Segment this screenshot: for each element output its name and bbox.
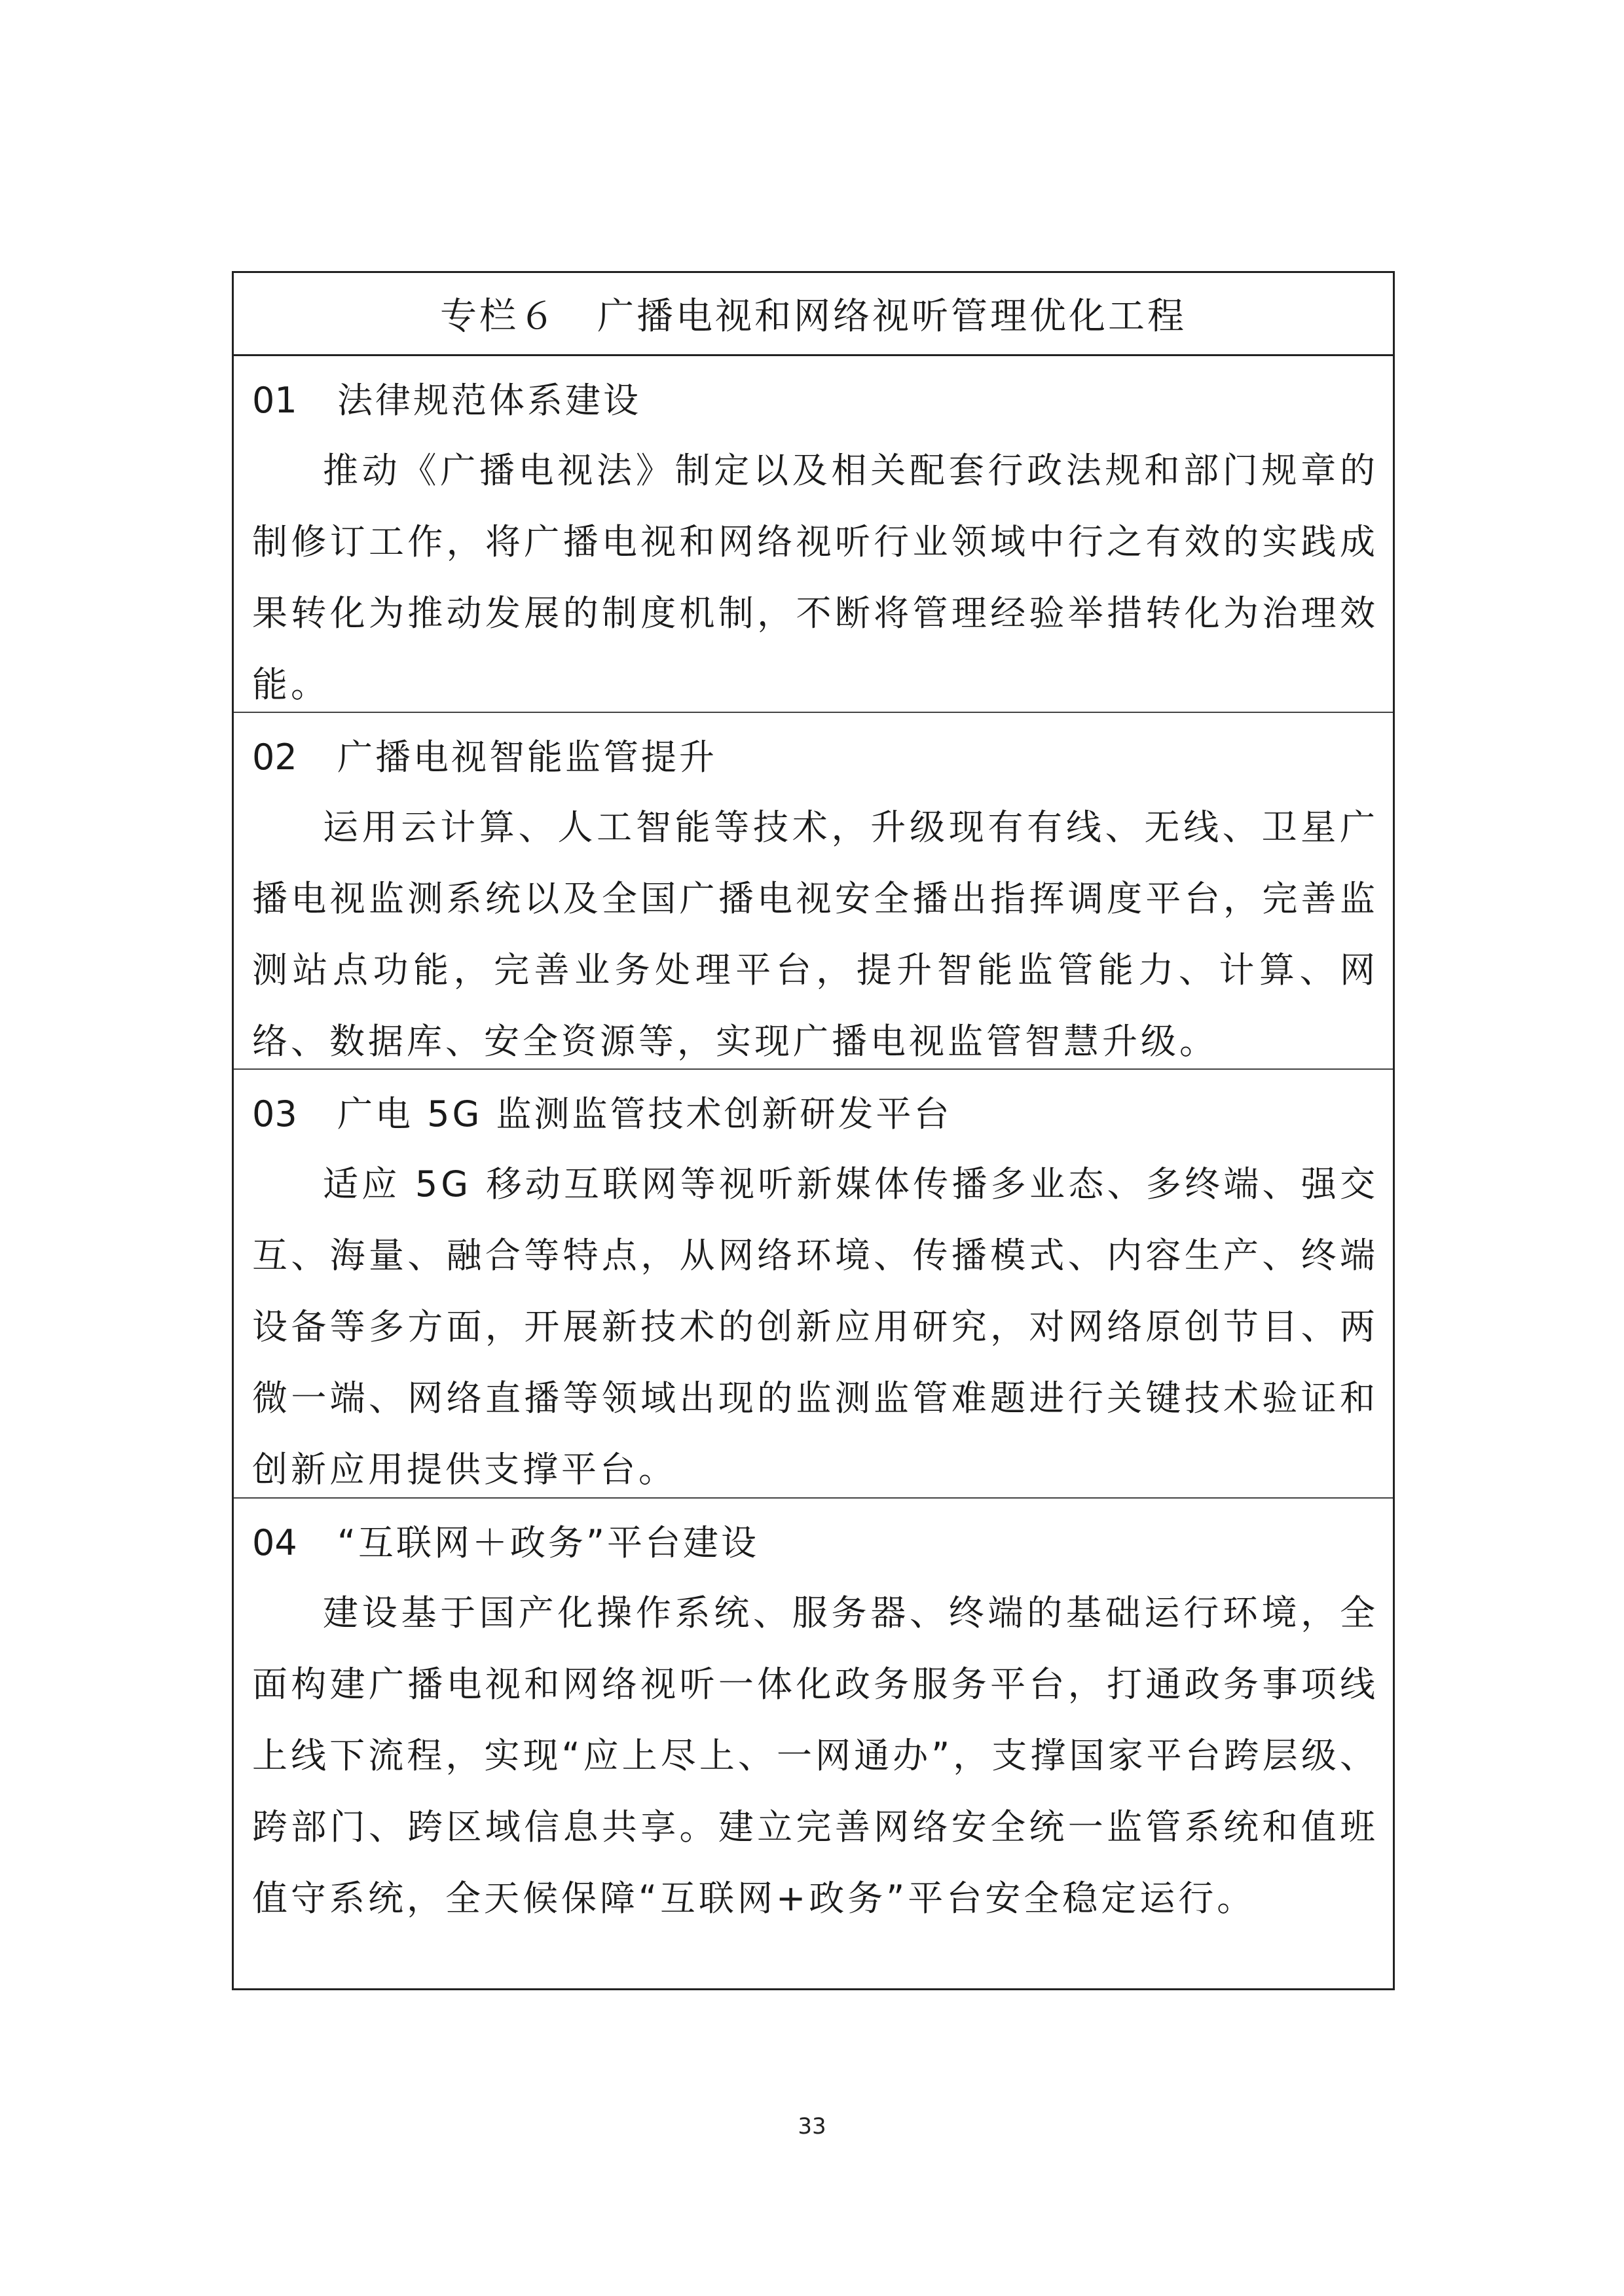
section-heading (252, 367, 1378, 435)
section-number: 01 (252, 380, 297, 421)
section-01 (234, 356, 1393, 713)
section-heading (252, 1080, 1378, 1148)
section-heading (252, 1509, 1378, 1577)
section-title: 广播电视智能监管提升 (337, 737, 717, 778)
page-number: 33 (798, 2113, 826, 2140)
section-number: 02 (252, 737, 297, 778)
section-number: 03 (252, 1093, 297, 1135)
section-title: 广电 5G 监测监管技术创新研发平台 (337, 1093, 952, 1135)
section-02 (234, 713, 1393, 1070)
section-04 (234, 1499, 1393, 1988)
section-number: 04 (252, 1522, 297, 1563)
section-body: 运用云计算、人工智能等技术，升级现有有线、无线、卫星广播电视监测系统以及全国广播电视安全播出指挥调度平台，完善监测站点功能，完善业务处理平台，提升智能监管能力、计算、网络、数据库、安全资源等，实现广播电视监管智慧升级。 (252, 807, 1378, 1062)
section-body: 推动《广播电视法》制定以及相关配套行政法规和部门规章的制修订工作，将广播电视和网络视听行业领域中行之有效的实践成果转化为推动发展的制度机制，不断将管理经验举措转化为治理效能。 (252, 450, 1378, 705)
column-box (232, 271, 1395, 1990)
section-title: 法律规范体系建设 (337, 380, 641, 421)
column-title: 专栏６ 广播电视和网络视听管理优化工程 (234, 273, 1393, 356)
section-title: “互联网＋政务”平台建设 (337, 1522, 759, 1563)
section-body: 建设基于国产化操作系统、服务器、终端的基础运行环境，全面构建广播电视和网络视听一体化政务服务平台，打通政务事项线上线下流程，实现“应上尽上、一网通办”，支撑国家平台跨层级、跨部门、跨区域信息共享。建立完善网络安全统一监管系统和值班值守系统，全天候保障“互联网+政务”平台安全稳定运行。 (252, 1592, 1378, 1919)
section-heading (252, 723, 1378, 792)
section-body: 适应 5G 移动互联网等视听新媒体传播多业态、多终端、强交互、海量、融合等特点，从网络环境、传播模式、内容生产、终端设备等多方面，开展新技术的创新应用研究，对网络原创节目、两微一端、网络直播等领域出现的监测监管难题进行关键技术验证和创新应用提供支撑平台。 (252, 1163, 1378, 1490)
section-03 (234, 1070, 1393, 1499)
